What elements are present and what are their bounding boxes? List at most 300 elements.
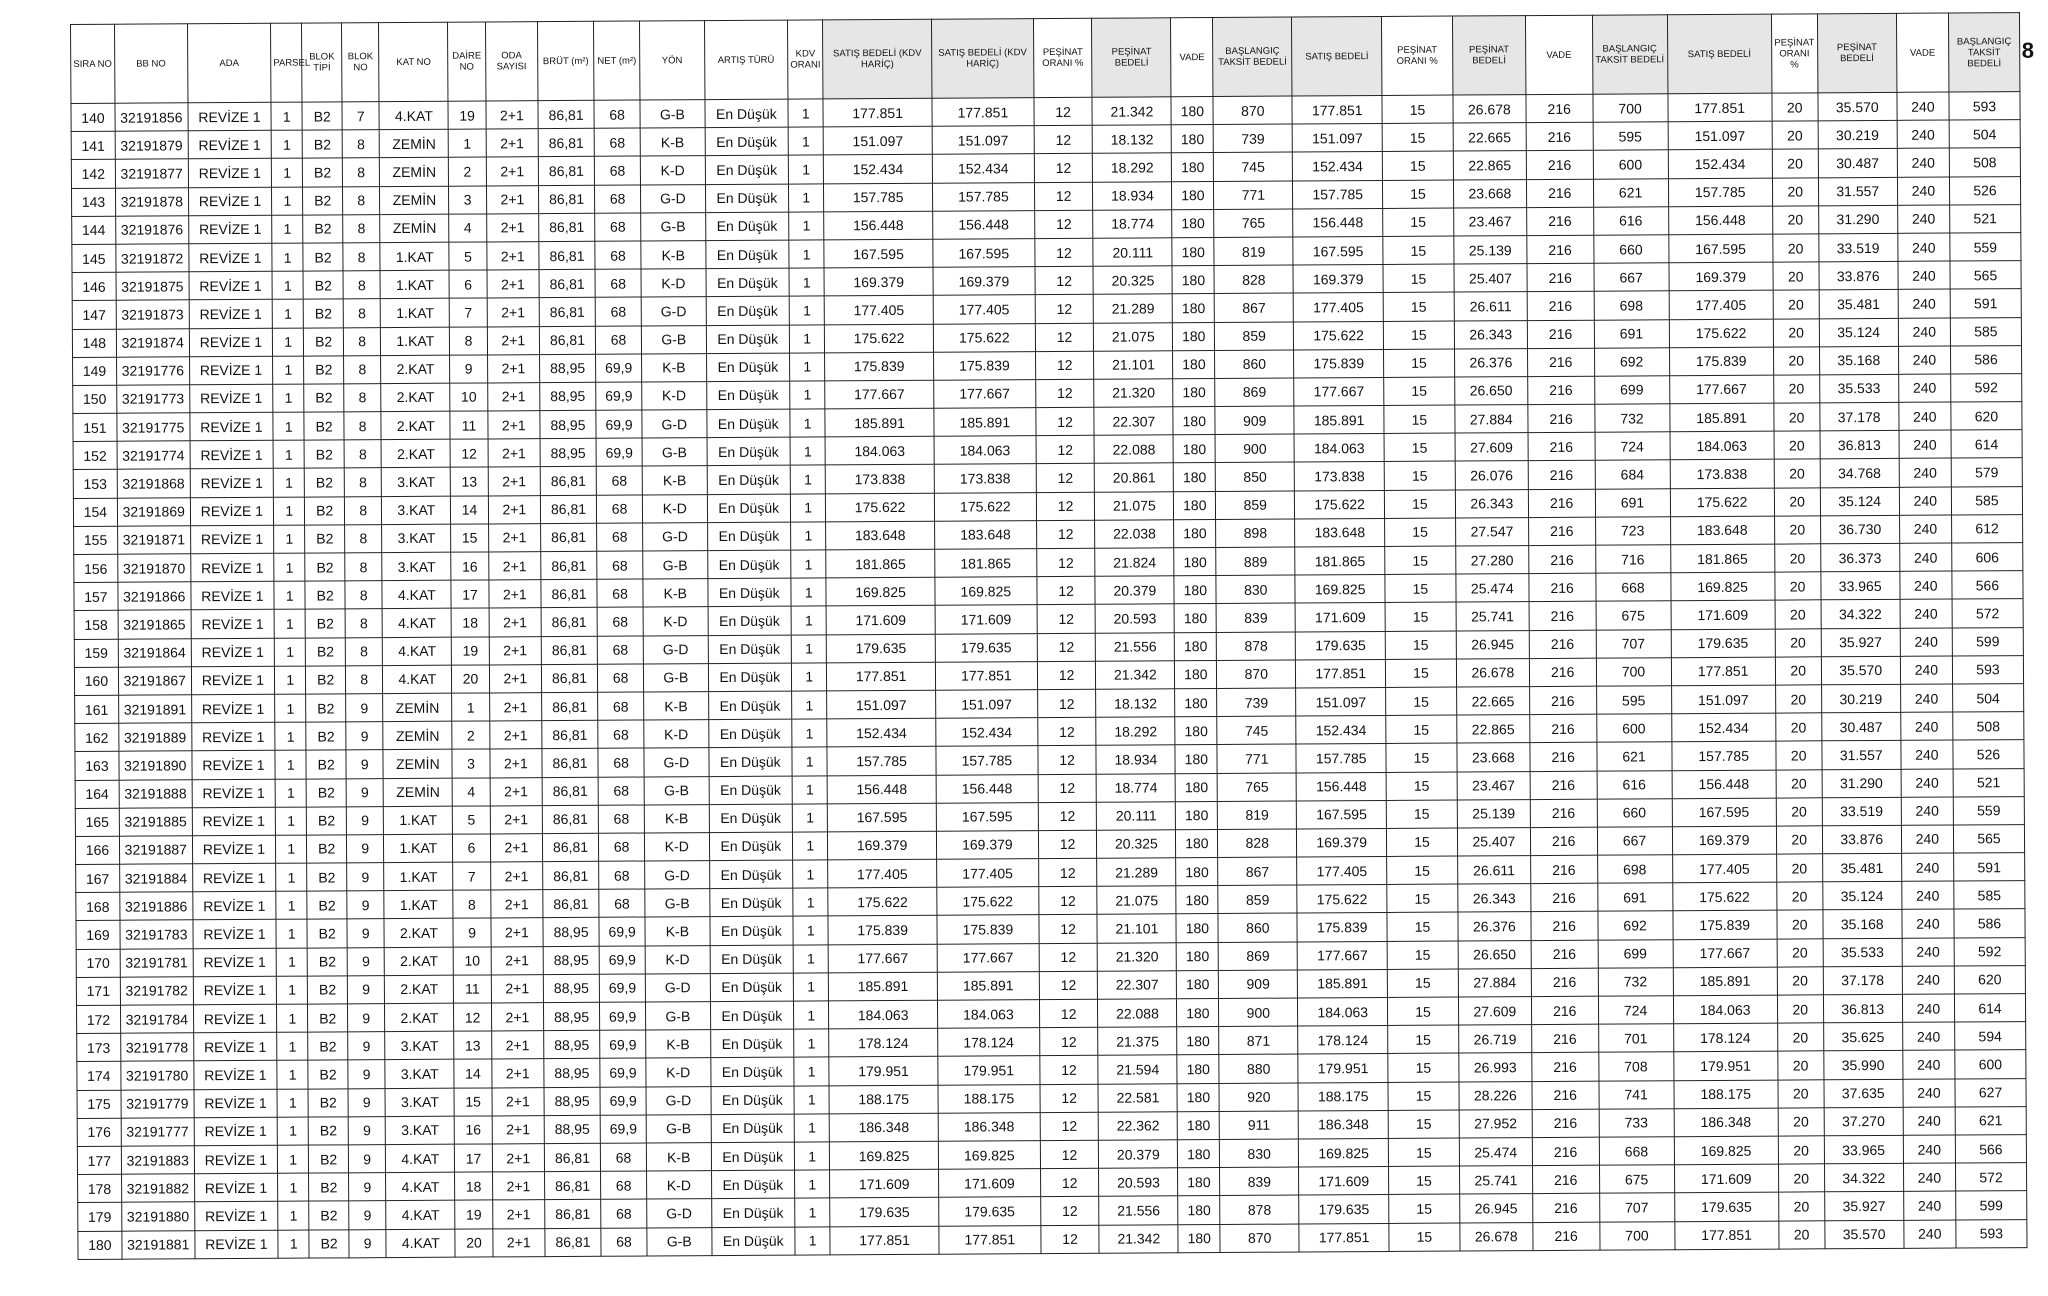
table-cell: 175.839 — [1297, 913, 1387, 942]
table-cell: 9 — [347, 863, 385, 891]
table-cell: 12 — [1038, 830, 1097, 859]
table-cell: 2+1 — [487, 270, 539, 299]
table-cell: En Düşük — [706, 268, 790, 297]
table-cell: 9 — [347, 947, 385, 975]
table-cell: 12 — [1037, 605, 1096, 634]
table-cell: 216 — [1532, 1053, 1599, 1082]
table-cell: 2+1 — [491, 946, 543, 975]
table-cell: 20 — [1772, 121, 1818, 149]
table-cell: 15 — [1385, 602, 1456, 631]
table-cell: 68 — [598, 805, 644, 833]
table-cell: 86,81 — [542, 749, 598, 778]
table-cell: 2+1 — [488, 467, 540, 496]
table-cell: 26.376 — [1458, 912, 1531, 941]
table-cell: 1 — [452, 693, 490, 721]
table-cell: 691 — [1595, 488, 1670, 517]
table-cell: 12 — [1040, 1084, 1099, 1113]
table-cell: 184.063 — [825, 436, 934, 465]
table-cell: 188.175 — [938, 1084, 1040, 1113]
table-cell: REVİZE 1 — [192, 835, 276, 864]
table-cell: 1 — [274, 553, 305, 581]
table-cell: En Düşük — [706, 381, 790, 410]
table-cell: 167.595 — [1297, 800, 1387, 829]
table-cell: 1 — [272, 271, 303, 299]
table-cell: En Düşük — [710, 917, 794, 946]
table-cell: 69,9 — [599, 946, 645, 974]
table-cell: 599 — [1956, 1191, 2027, 1220]
table-cell: 8 — [343, 214, 381, 242]
table-cell: 732 — [1598, 968, 1673, 997]
table-cell: REVİZE 1 — [193, 976, 277, 1005]
table-cell: B2 — [304, 327, 344, 355]
table-cell: 151.097 — [1668, 121, 1772, 150]
table-cell: 157.785 — [1668, 178, 1772, 207]
table-cell: 216 — [1529, 602, 1596, 631]
table-cell: ZEMİN — [384, 778, 453, 807]
table-cell: 9 — [346, 806, 384, 834]
table-cell: 179.951 — [938, 1056, 1040, 1085]
table-cell: 1 — [791, 578, 827, 606]
table-cell: En Düşük — [705, 240, 789, 269]
table-cell: 12 — [1036, 520, 1095, 549]
table-cell: 14 — [451, 496, 489, 524]
table-cell: 12 — [1036, 379, 1095, 408]
table-cell: 3.KAT — [382, 552, 451, 581]
table-cell: 26.343 — [1454, 320, 1527, 349]
table-cell: 593 — [1952, 655, 2023, 684]
table-cell: 2+1 — [491, 918, 543, 947]
table-cell: 240 — [1901, 740, 1953, 769]
table-cell: 9 — [346, 778, 384, 806]
table-cell: En Düşük — [707, 494, 791, 523]
table-cell: 34.322 — [1821, 600, 1900, 629]
table-cell: 595 — [1593, 122, 1668, 151]
table-cell: 2 — [452, 721, 490, 749]
table-cell: 585 — [1950, 317, 2021, 346]
table-cell: G-D — [643, 635, 708, 664]
table-cell: G-D — [644, 748, 709, 777]
table-cell: 240 — [1900, 543, 1952, 572]
table-cell: 1 — [276, 976, 307, 1004]
column-header: PEŞİNAT BEDELİ — [1817, 13, 1897, 92]
table-cell: 86,81 — [541, 692, 597, 721]
table-cell: 593 — [1956, 1219, 2027, 1248]
table-cell: 1 — [790, 437, 826, 465]
table-cell: 32191776 — [116, 356, 189, 385]
table-cell: 12 — [1041, 1197, 1100, 1226]
table-cell: 9 — [347, 891, 385, 919]
column-header: ADA — [187, 23, 271, 103]
table-cell: 565 — [1950, 261, 2021, 290]
table-cell: 1 — [788, 155, 824, 183]
table-cell: G-D — [647, 1199, 712, 1228]
table-cell: 19 — [448, 101, 486, 129]
table-cell: 32191777 — [121, 1118, 194, 1147]
table-cell: 240 — [1903, 1107, 1955, 1136]
table-cell: 183.648 — [1295, 518, 1385, 547]
table-cell: 12 — [1037, 661, 1096, 690]
table-cell: 1 — [276, 891, 307, 919]
table-cell: 143 — [72, 188, 116, 216]
table-cell: G-B — [641, 212, 706, 241]
table-cell: 20 — [1779, 1220, 1825, 1248]
table-cell: 185.891 — [1294, 406, 1384, 435]
table-cell: B2 — [303, 243, 343, 271]
table-cell: 35.533 — [1823, 938, 1902, 967]
table-cell: 216 — [1527, 292, 1594, 321]
table-cell: 20 — [1776, 713, 1822, 741]
table-cell: 26.993 — [1459, 1053, 1532, 1082]
table-cell: 724 — [1598, 996, 1673, 1025]
table-cell: 12 — [1036, 464, 1095, 493]
table-cell: 169.379 — [1669, 262, 1773, 291]
table-cell: 1 — [274, 638, 305, 666]
column-header: PARSEL — [271, 23, 303, 102]
table-cell: 20 — [1776, 769, 1822, 797]
table-cell: 1.KAT — [380, 270, 449, 299]
table-cell: K-D — [644, 832, 709, 861]
table-cell: 157.785 — [1293, 180, 1383, 209]
table-cell: 21.289 — [1097, 858, 1176, 887]
table-cell: 36.730 — [1820, 515, 1899, 544]
table-cell: 9 — [346, 750, 384, 778]
table-cell: 169.825 — [826, 577, 935, 606]
table-cell: 1 — [276, 920, 307, 948]
table-cell: 157.785 — [936, 746, 1038, 775]
table-cell: 12 — [1035, 238, 1094, 267]
table-cell: 20 — [1773, 347, 1819, 375]
table-cell: 167.595 — [1668, 234, 1772, 263]
table-cell: G-B — [641, 325, 706, 354]
table-cell: REVİZE 1 — [190, 497, 274, 526]
table-cell: 1 — [794, 1142, 830, 1170]
table-cell: 167.595 — [828, 803, 937, 832]
table-cell: 8 — [344, 383, 382, 411]
column-header: VADE — [1896, 13, 1949, 92]
table-cell: 152.434 — [824, 155, 933, 184]
table-cell: 216 — [1531, 968, 1598, 997]
table-cell: 175.839 — [933, 351, 1035, 380]
table-cell: 240 — [1902, 938, 1954, 967]
table-cell: 26.611 — [1457, 856, 1530, 885]
table-cell: 68 — [595, 269, 641, 297]
table-cell: 32191880 — [121, 1202, 194, 1231]
table-cell: 240 — [1898, 289, 1950, 318]
table-cell: 1 — [791, 522, 827, 550]
table-cell: 86,81 — [545, 1228, 601, 1257]
table-cell: G-B — [644, 776, 709, 805]
table-cell: 8 — [345, 609, 383, 637]
table-cell: En Düşük — [710, 1057, 794, 1086]
table-cell: 32191778 — [120, 1033, 193, 1062]
table-cell: 164 — [75, 780, 119, 808]
table-cell: REVİZE 1 — [191, 694, 275, 723]
table-cell: K-D — [647, 1171, 712, 1200]
table-cell: 179.951 — [1298, 1054, 1388, 1083]
table-cell: 156.448 — [1668, 206, 1772, 235]
table-cell: REVİZE 1 — [189, 356, 273, 385]
table-cell: 68 — [597, 607, 643, 635]
table-cell: 35.481 — [1819, 290, 1898, 319]
table-cell: 32191887 — [119, 836, 192, 865]
table-cell: 15 — [454, 1088, 492, 1116]
table-cell: B2 — [305, 609, 345, 637]
table-cell: 880 — [1219, 1054, 1298, 1083]
table-cell: 68 — [594, 128, 640, 156]
table-cell: En Düşük — [711, 1086, 795, 1115]
table-cell: 32191865 — [118, 610, 191, 639]
table-cell: 2+1 — [488, 495, 540, 524]
table-cell: 86,81 — [542, 777, 598, 806]
table-cell: 20 — [1778, 1136, 1824, 1164]
table-cell: G-B — [643, 551, 708, 580]
table-cell: 21.375 — [1098, 1027, 1177, 1056]
table-cell: 12 — [1039, 943, 1098, 972]
table-cell: 32191882 — [121, 1174, 194, 1203]
table-cell: 830 — [1220, 1139, 1299, 1168]
table-cell: 12 — [1035, 210, 1094, 239]
table-cell: 33.965 — [1820, 572, 1899, 601]
table-cell: 175.622 — [1670, 488, 1774, 517]
table-cell: 25.474 — [1459, 1138, 1532, 1167]
table-cell: 22.665 — [1453, 123, 1526, 152]
table-cell: 1 — [274, 525, 305, 553]
table-cell: 3 — [452, 749, 490, 777]
table-cell: 171.609 — [1295, 603, 1385, 632]
table-cell: 175.622 — [1669, 319, 1773, 348]
table-cell: 20 — [1777, 938, 1823, 966]
table-cell: 1 — [278, 1201, 309, 1229]
table-cell: ZEMİN — [380, 129, 449, 158]
table-cell: 175.622 — [937, 887, 1039, 916]
table-cell: B2 — [308, 976, 348, 1004]
table-cell: G-B — [645, 889, 710, 918]
table-cell: En Düşük — [709, 888, 793, 917]
table-cell: 2+1 — [490, 834, 542, 863]
table-cell: 86,81 — [538, 100, 594, 129]
table-cell: 15 — [1385, 518, 1456, 547]
table-cell: 15 — [1384, 490, 1455, 519]
table-cell: 179.635 — [1296, 631, 1386, 660]
table-cell: 181.865 — [826, 549, 935, 578]
table-cell: 20 — [1777, 995, 1823, 1023]
table-cell: 12 — [450, 439, 488, 467]
table-cell: G-B — [640, 100, 705, 129]
table-cell: 37.635 — [1824, 1079, 1903, 1108]
table-cell: REVİZE 1 — [190, 469, 274, 498]
table-cell: 184.063 — [1670, 431, 1774, 460]
table-cell: 565 — [1953, 824, 2024, 853]
table-cell: En Düşük — [705, 99, 789, 128]
table-cell: 1 — [277, 1145, 308, 1173]
table-cell: B2 — [307, 919, 347, 947]
table-cell: 1 — [272, 187, 303, 215]
table-cell: 9 — [348, 1116, 386, 1144]
table-cell: 12 — [1039, 999, 1098, 1028]
table-cell: 12 — [1038, 746, 1097, 775]
table-cell: 870 — [1220, 1224, 1299, 1253]
table-cell: REVİZE 1 — [188, 130, 272, 159]
table-cell: 22.307 — [1094, 407, 1173, 436]
table-cell: 620 — [1951, 402, 2022, 431]
table-cell: B2 — [303, 158, 343, 186]
table-cell: 177.405 — [936, 859, 1038, 888]
table-cell: 216 — [1528, 461, 1595, 490]
table-cell: 216 — [1526, 94, 1593, 123]
table-cell: 18.292 — [1093, 153, 1172, 182]
table-cell: 175.839 — [828, 916, 937, 945]
table-cell: B2 — [306, 750, 346, 778]
table-cell: 69,9 — [596, 410, 642, 438]
table-cell: 9 — [346, 834, 384, 862]
table-cell: 156.448 — [1296, 772, 1386, 801]
table-cell: 86,81 — [538, 185, 594, 214]
table-cell: 6 — [453, 834, 491, 862]
table-cell: REVİZE 1 — [191, 638, 275, 667]
table-cell: 171.609 — [826, 606, 935, 635]
table-cell: 156.448 — [1293, 208, 1383, 237]
table-cell: 9 — [349, 1229, 387, 1257]
table-cell: B2 — [308, 947, 348, 975]
table-cell: 15 — [1388, 1053, 1459, 1082]
table-cell: 1 — [277, 1060, 308, 1088]
table-cell: 169.379 — [936, 830, 1038, 859]
table-cell: 68 — [598, 777, 644, 805]
table-cell: REVİZE 1 — [192, 807, 276, 836]
table-cell: 35.570 — [1818, 92, 1897, 121]
table-cell: 699 — [1594, 376, 1669, 405]
table-cell: 180 — [1174, 491, 1216, 519]
table-cell: 3.KAT — [386, 1116, 455, 1145]
table-cell: 15 — [1387, 912, 1458, 941]
table-cell: 1 — [275, 807, 306, 835]
table-cell: 32191868 — [117, 469, 190, 498]
table-cell: 4.KAT — [383, 609, 452, 638]
table-cell: 27.280 — [1456, 546, 1529, 575]
table-cell: B2 — [307, 891, 347, 919]
table-cell: B2 — [305, 553, 345, 581]
table-cell: 8 — [343, 327, 381, 355]
table-cell: 1 — [793, 916, 829, 944]
table-cell: 12 — [1034, 154, 1093, 183]
table-cell: 32191867 — [118, 667, 191, 696]
table-cell: 169.825 — [830, 1141, 939, 1170]
table-cell: 2.KAT — [382, 439, 451, 468]
table-cell: 591 — [1950, 289, 2021, 318]
table-cell: 180 — [1173, 350, 1215, 378]
table-cell: 30.219 — [1821, 684, 1900, 713]
table-cell: 22.088 — [1098, 999, 1177, 1028]
table-cell: B2 — [306, 637, 346, 665]
table-cell: 177.667 — [1669, 375, 1773, 404]
table-cell: 34.322 — [1824, 1163, 1903, 1192]
table-cell: 8 — [345, 665, 383, 693]
table-cell: 1 — [274, 609, 305, 637]
table-cell: 4.KAT — [386, 1200, 455, 1229]
table-cell: 142 — [71, 160, 115, 188]
table-cell: 86,81 — [542, 805, 598, 834]
table-cell: 2+1 — [488, 439, 540, 468]
table-cell: 240 — [1898, 233, 1950, 262]
column-header: PEŞİNAT ORANI % — [1033, 18, 1092, 97]
table-cell: 216 — [1526, 151, 1593, 180]
table-cell: 86,81 — [540, 523, 596, 552]
table-cell: REVİZE 1 — [190, 412, 274, 441]
table-cell: 700 — [1592, 94, 1667, 123]
table-cell: 240 — [1900, 656, 1952, 685]
table-cell: 9 — [348, 1173, 386, 1201]
table-cell: 68 — [598, 692, 644, 720]
table-cell: 177.405 — [1672, 854, 1776, 883]
table-cell: 183.648 — [826, 521, 935, 550]
table-cell: 35.168 — [1823, 910, 1902, 939]
table-cell: 1 — [276, 948, 307, 976]
table-cell: 169.825 — [1674, 1136, 1778, 1165]
table-cell: 20 — [1778, 1079, 1824, 1107]
table-cell: 2+1 — [487, 298, 539, 327]
table-cell: 180 — [1172, 209, 1214, 237]
table-cell: 216 — [1527, 263, 1594, 292]
table-cell: 30.487 — [1821, 712, 1900, 741]
table-cell: 585 — [1951, 486, 2022, 515]
table-cell: 33.876 — [1819, 261, 1898, 290]
table-cell: 21.075 — [1095, 491, 1174, 520]
table-cell: 9 — [453, 918, 491, 946]
table-cell: 20 — [1776, 826, 1822, 854]
table-cell: 20 — [1777, 910, 1823, 938]
table-cell: 2+1 — [487, 326, 539, 355]
table-cell: 179.635 — [938, 1197, 1040, 1226]
table-cell: 240 — [1902, 909, 1954, 938]
table-cell: 86,81 — [544, 1171, 600, 1200]
table-cell: 180 — [1176, 829, 1218, 857]
table-cell: 216 — [1531, 996, 1598, 1025]
table-cell: 26.719 — [1459, 1025, 1532, 1054]
table-cell: B2 — [302, 102, 342, 130]
table-cell: 1 — [790, 353, 826, 381]
table-cell: 27.609 — [1458, 997, 1531, 1026]
table-cell: 185.891 — [1669, 403, 1773, 432]
table-cell: 240 — [1903, 1191, 1955, 1220]
table-cell: 2+1 — [489, 636, 541, 665]
table-cell: 1 — [791, 606, 827, 634]
table-cell: 1 — [790, 494, 826, 522]
table-cell: 32191884 — [119, 864, 192, 893]
table-cell: 157 — [74, 582, 118, 610]
table-cell: 1 — [271, 130, 302, 158]
table-cell: 69,9 — [600, 1030, 646, 1058]
table-cell: 175 — [77, 1090, 121, 1118]
table-cell: 1 — [275, 666, 306, 694]
table-cell: 20 — [1773, 262, 1819, 290]
table-cell: 15 — [1384, 405, 1455, 434]
table-cell: 86,81 — [541, 664, 597, 693]
table-cell: REVİZE 1 — [190, 525, 274, 554]
table-cell: 667 — [1597, 827, 1672, 856]
table-cell: 68 — [598, 720, 644, 748]
table-cell: 37.270 — [1824, 1107, 1903, 1136]
table-cell: G-B — [642, 438, 707, 467]
table-cell: 166 — [75, 836, 119, 864]
table-cell: 8 — [453, 890, 491, 918]
table-cell: 86,81 — [539, 213, 595, 242]
table-cell: 15 — [1385, 659, 1456, 688]
table-cell: 9 — [450, 355, 488, 383]
table-cell: 22.038 — [1095, 520, 1174, 549]
table-cell: K-D — [641, 269, 706, 298]
table-cell: REVİZE 1 — [193, 892, 277, 921]
table-cell: G-B — [645, 1002, 710, 1031]
